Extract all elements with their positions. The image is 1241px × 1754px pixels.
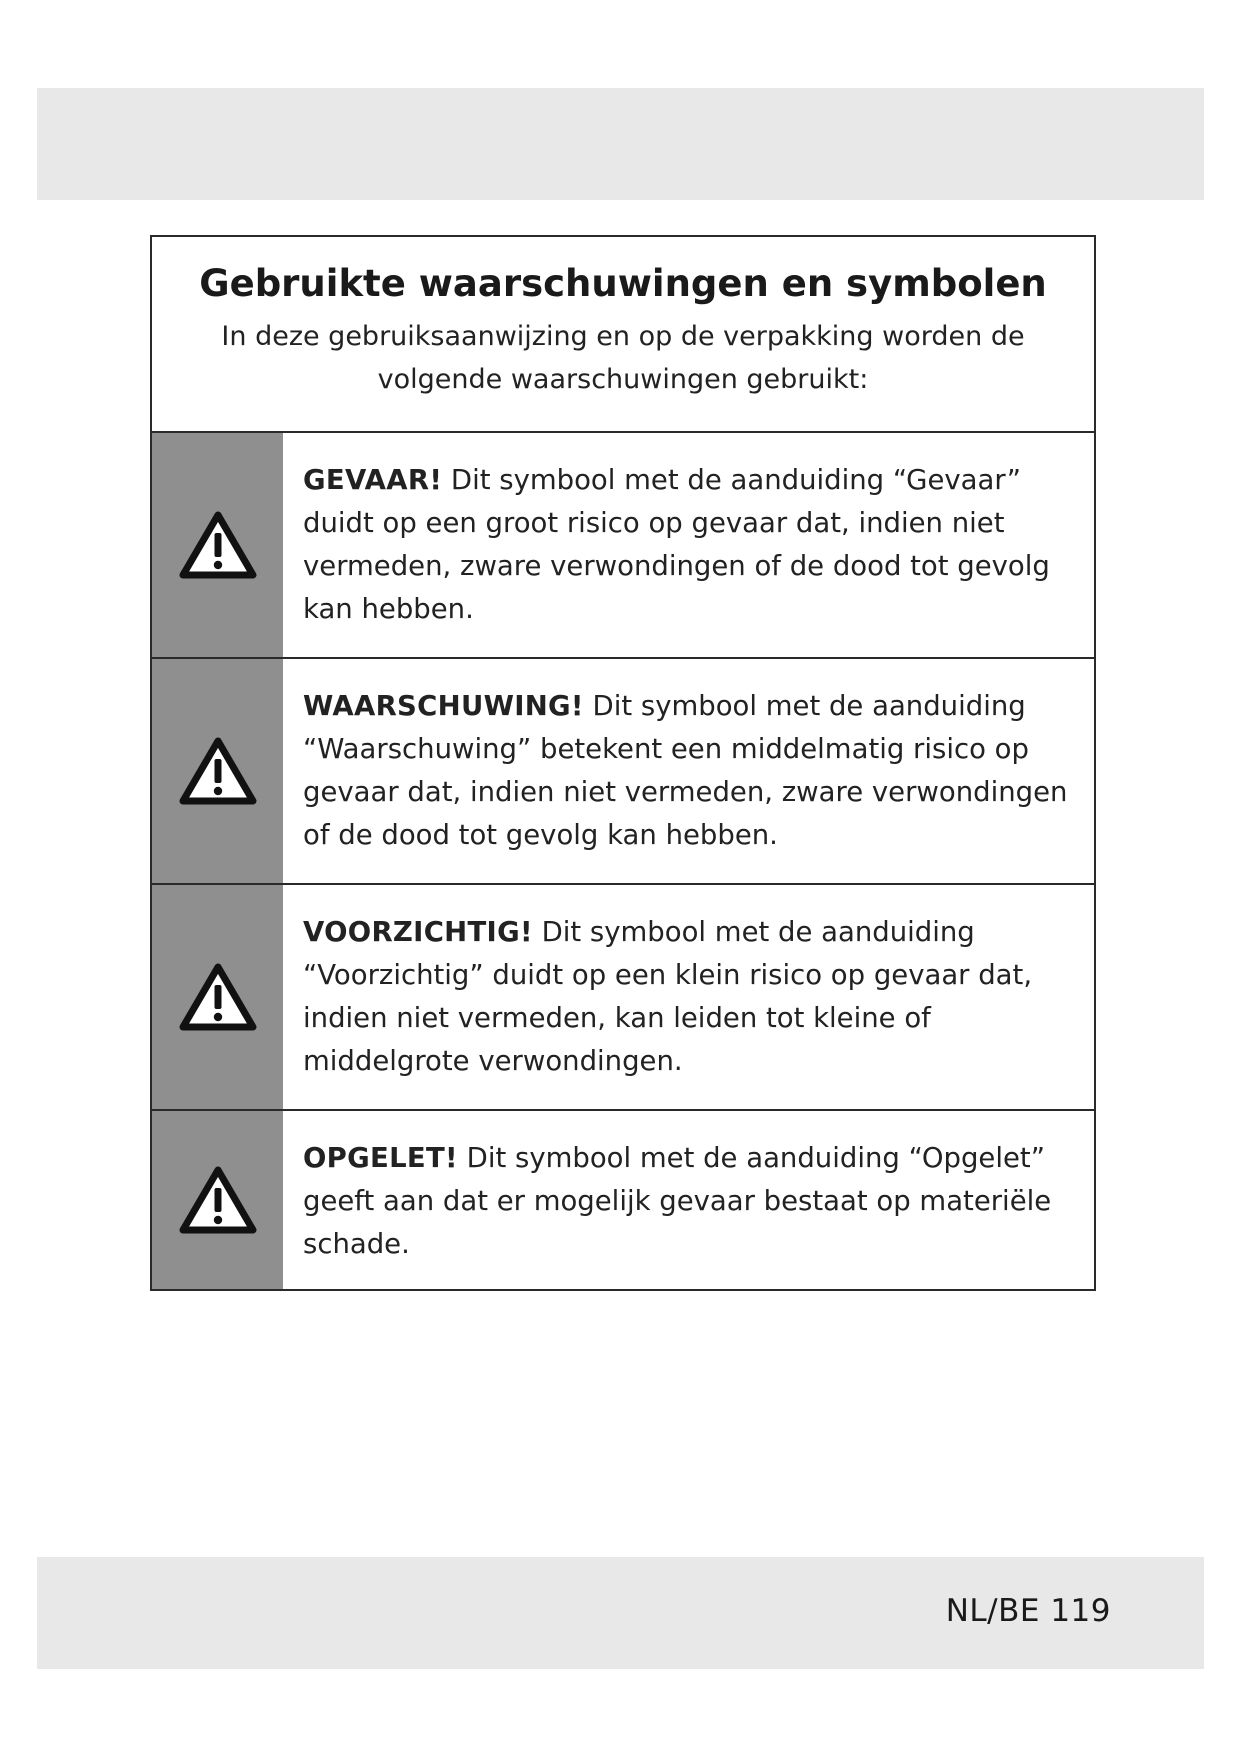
warning-text [283, 885, 1094, 1109]
warning-row-danger [152, 433, 1094, 659]
warning-keyword: WAARSCHUWING! [303, 690, 584, 722]
warning-triangle-icon [177, 735, 259, 807]
warning-description: Dit symbool met de aanduiding “Waarschuwing” betekent een middelmatig risico op gevaar dat, indien niet vermeden, zware verwondingen of de dood tot gevolg kan hebben. [303, 690, 1068, 851]
intro-text: In deze gebruiksaanwijzing en op de verpakking worden de volgende waarschuwingen gebruikt: [221, 321, 1025, 395]
icon-cell [152, 659, 283, 883]
warning-row-notice [152, 1111, 1094, 1289]
warning-row-warning [152, 659, 1094, 885]
warning-text [283, 433, 1094, 657]
warning-triangle-icon [177, 1164, 259, 1236]
warning-description: Dit symbool met de aanduiding “Opgelet” geeft aan dat er mogelijk gevaar bestaat op materiële schade. [303, 1142, 1052, 1260]
page-number: NL/BE 119 [945, 1593, 1111, 1629]
warning-keyword: OPGELET! [303, 1142, 458, 1174]
icon-cell [152, 885, 283, 1109]
page-title: Gebruikte waarschuwingen en symbolen [199, 262, 1047, 305]
warning-triangle-icon [177, 509, 259, 581]
warning-keyword: VOORZICHTIG! [303, 916, 533, 948]
warning-description: Dit symbool met de aanduiding “Voorzichtig” duidt op een klein risico op gevaar dat, indien niet vermeden, kan leiden tot kleine of middelgrote verwondingen. [303, 916, 1033, 1077]
warning-row-caution [152, 885, 1094, 1111]
icon-cell [152, 433, 283, 657]
table-header [152, 237, 1094, 433]
warning-text [283, 659, 1094, 883]
warning-keyword: GEVAAR! [303, 464, 443, 496]
icon-cell [152, 1111, 283, 1289]
warning-description: Dit symbool met de aanduiding “Gevaar” duidt op een groot risico op gevaar dat, indien niet vermeden, zware verwondingen of de dood tot gevolg kan hebben. [303, 464, 1050, 625]
warnings-table [150, 235, 1096, 1291]
top-band [37, 88, 1204, 200]
warning-text [283, 1111, 1094, 1289]
warning-triangle-icon [177, 961, 259, 1033]
